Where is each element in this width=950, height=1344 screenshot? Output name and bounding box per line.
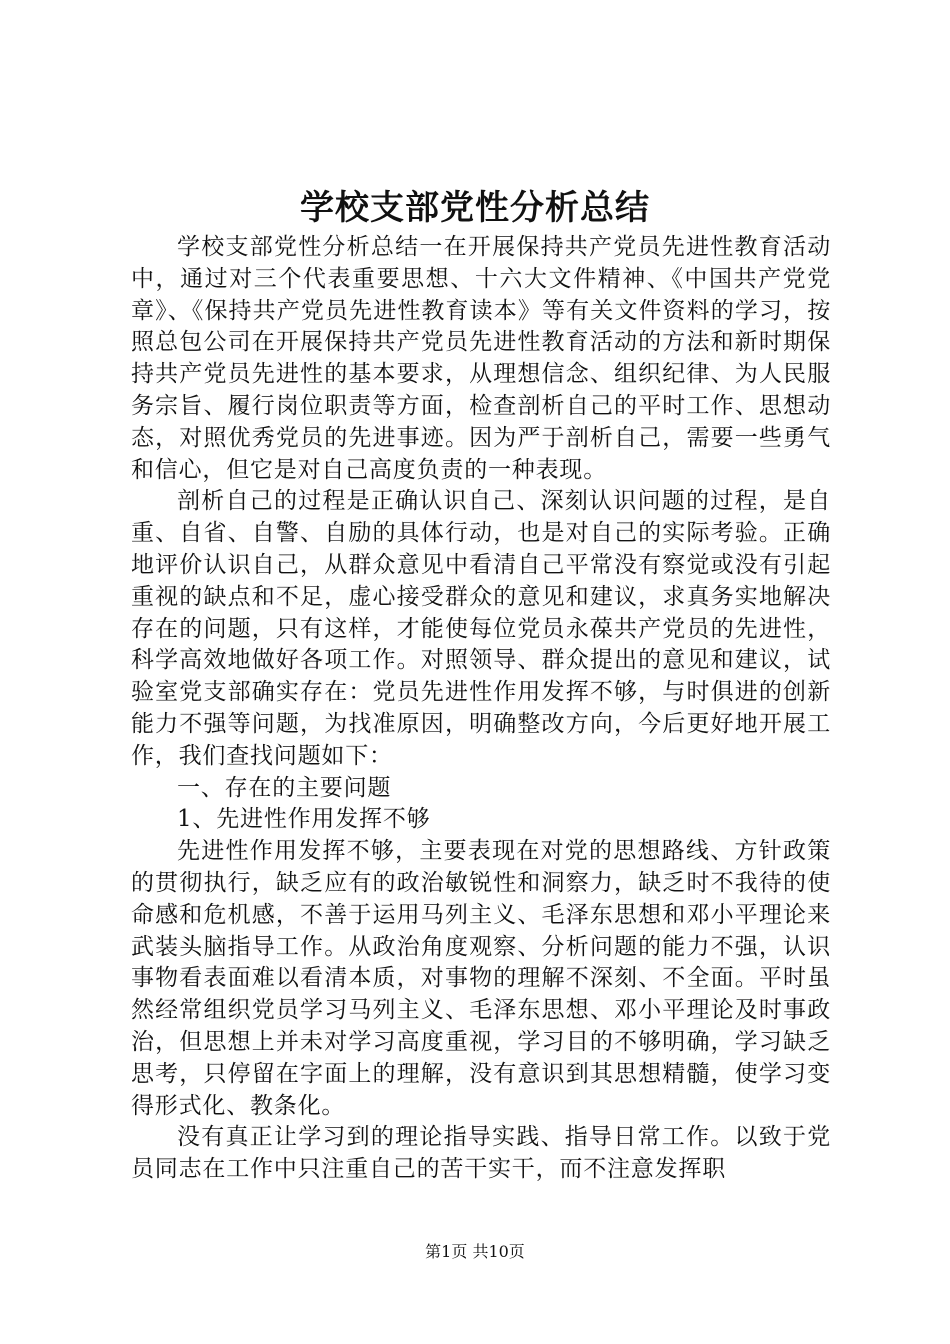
- paragraph-theory-practice: 没有真正让学习到的理论指导实践、指导日常工作。以致于党员同志在工作中只注重自己的苦干实干，而不注意发挥职: [131, 1124, 831, 1183]
- paragraph-self-analysis: 剖析自己的过程是正确认识自己、深刻认识问题的过程，是自重、自省、自警、自励的具体行动，也是对自己的实际考验。正确地评价认识自己，从群众意见中看清自己平常没有察觉或没有引起重视的缺点和不足，虚心接受群众的意见和建议，求真务实地解决存在的问题，只有这样，才能使每位党员永葆共产党员的先进性，科学高效地做好各项工作。对照领导、群众提出的意见和建议，试验室党支部确实存在：党员先进性作用发挥不够，与时俱进的创新能力不强等问题，为找准原因，明确整改方向，今后更好地开展工作，我们查找问题如下：: [131, 488, 831, 769]
- document-body: [131, 232, 831, 1186]
- subsection-heading-1: 1、先进性作用发挥不够: [177, 806, 431, 833]
- paragraph-intro: 学校支部党性分析总结一在开展保持共产党员先进性教育活动中，通过对三个代表重要思想、十六大文件精神、《中国共产党党章》、《保持共产党员先进性教育读本》等有关文件资料的学习，按照总包公司在开展保持共产党员先进性教育活动的方法和新时期保持共产党员先进性的基本要求，从理想信念、组织纪律、为人民服务宗旨、履行岗位职责等方面，检查剖析自己的平时工作、思想动态，对照优秀党员的先进事迹。因为严于剖析自己，需要一些勇气和信心，但它是对自己高度负责的一种表现。: [131, 234, 831, 483]
- document-title: 学校支部党性分析总结: [300, 188, 650, 228]
- page-number-footer: 第1页 共10页: [425, 1242, 525, 1261]
- paragraph-vanguard-role: 先进性作用发挥不够，主要表现在对党的思想路线、方针政策的贯彻执行，缺乏应有的政治敏锐性和洞察力，缺乏时不我待的使命感和危机感，不善于运用马列主义、毛泽东思想和邓小平理论来武装头脑指导工作。从政治角度观察、分析问题的能力不强，认识事物看表面难以看清本质，对事物的理解不深刻、不全面。平时虽然经常组织党员学习马列主义、毛泽东思想、邓小平理论及时事政治，但思想上并未对学习高度重视，学习目的不够明确，学习缺乏思考，只停留在字面上的理解，没有意识到其思想精髓，使学习变得形式化、教条化。: [131, 838, 831, 1119]
- section-heading-main-problems: 一、存在的主要问题: [177, 774, 392, 801]
